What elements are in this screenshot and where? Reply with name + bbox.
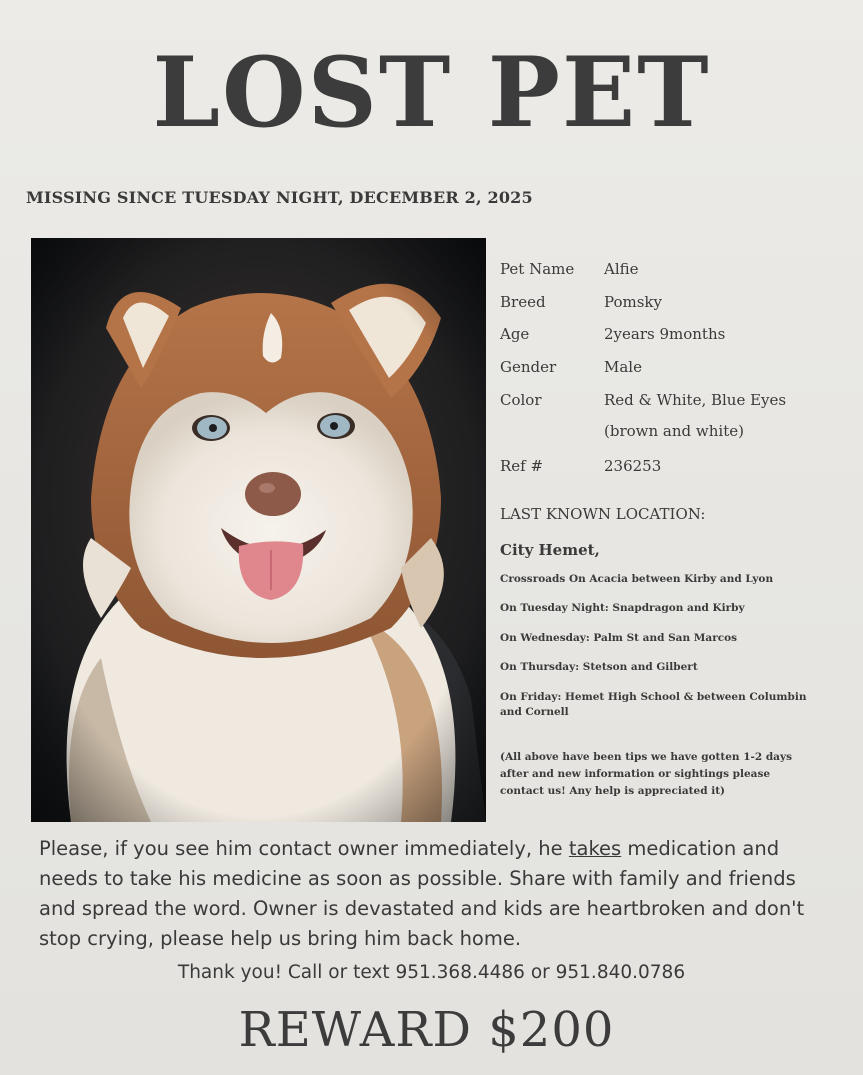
- detail-label: Age: [500, 325, 530, 343]
- location-item: On Thursday: Stetson and Gilbert: [500, 661, 698, 673]
- detail-value: Pomsky: [604, 293, 663, 311]
- plea-text-start: Please, if you see him contact owner immediately, he: [39, 837, 569, 860]
- location-item: On Tuesday Night: Snapdragon and Kirby: [500, 602, 745, 614]
- detail-value: (brown and white): [604, 422, 744, 440]
- contact-line: Thank you! Call or text 951.368.4486 or 951.840.0786: [177, 962, 686, 983]
- detail-label: Breed: [500, 293, 546, 311]
- flyer-title: LOST PET: [152, 36, 711, 149]
- location-item: On Wednesday: Palm St and San Marcos: [500, 632, 738, 644]
- pomsky-dog-illustration: [31, 238, 486, 822]
- plea-underlined-word: takes: [568, 837, 622, 860]
- reward-text: REWARD $200: [238, 1002, 615, 1058]
- city-text: City Hemet,: [500, 541, 600, 559]
- detail-label: Pet Name: [500, 260, 575, 278]
- detail-value: 236253: [604, 457, 662, 475]
- detail-label: Color: [500, 391, 542, 409]
- detail-label: Ref #: [500, 457, 544, 475]
- tips-note: (All above have been tips we have gotten 1-2 days after and new information or sightings please contact us! Any help is appreciated it): [500, 751, 792, 797]
- detail-value: Male: [604, 358, 642, 376]
- plea-paragraph: [39, 834, 829, 954]
- location-item: Crossroads On Acacia between Kirby and Lyon: [500, 573, 774, 585]
- detail-value: 2years 9months: [604, 325, 726, 343]
- detail-label: Gender: [500, 358, 557, 376]
- detail-value: Red & White, Blue Eyes: [604, 391, 787, 409]
- missing-since-text: MISSING SINCE TUESDAY NIGHT, DECEMBER 2, 2025: [26, 188, 533, 207]
- detail-value: Alfie: [604, 260, 639, 278]
- last-known-location-heading: LAST KNOWN LOCATION:: [500, 505, 706, 523]
- plea-text-end: medication and needs to take his medicine as soon as possible. Share with family and friends and spread the word. Owner is devastated and kids are heartbroken and don't stop crying, please help us bring him back home.: [39, 837, 805, 950]
- pet-photo: [31, 238, 486, 822]
- location-item: On Friday: Hemet High School & between Columbin and Cornell: [500, 691, 807, 718]
